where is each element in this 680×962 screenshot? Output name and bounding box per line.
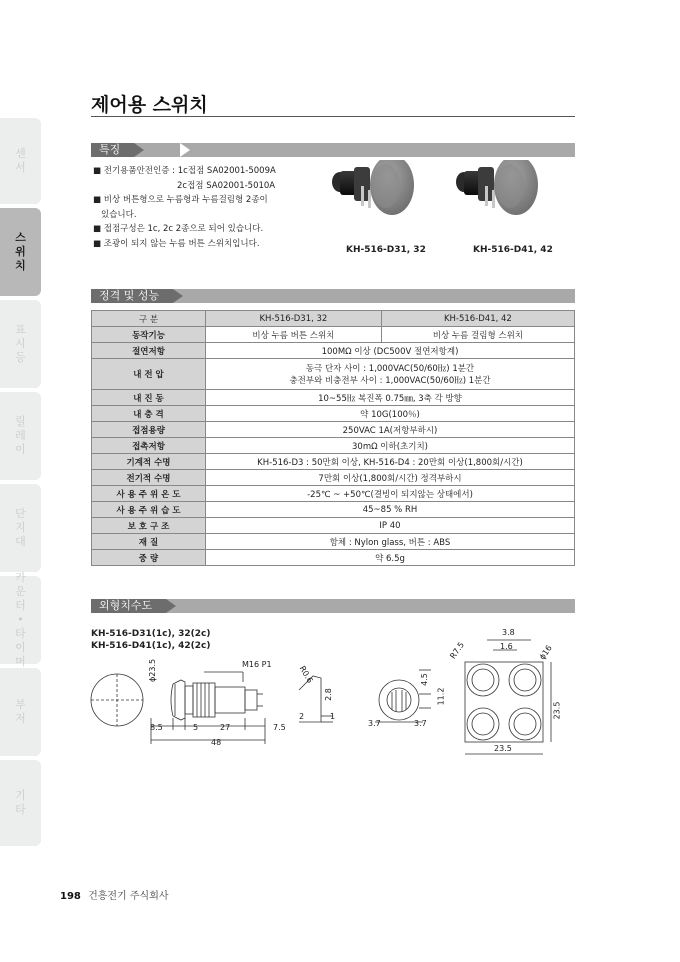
features-section-header	[91, 143, 575, 157]
row-value-line: 동극 단자 사이 : 1,000VAC(50/60㎐) 1분간	[305, 364, 475, 374]
sidebar-tab[interactable]	[0, 760, 41, 846]
sidebar-tab-char: 서	[15, 161, 26, 174]
row-value: 약 10G(100％)	[206, 406, 575, 422]
spec-table	[91, 310, 575, 566]
table-row	[92, 454, 575, 470]
row-label: 중 량	[92, 550, 206, 566]
table-row	[92, 518, 575, 534]
row-value: KH-516-D3 : 50만회 이상, KH-516-D4 : 20만회 이상(1,800회/시간)	[206, 454, 575, 470]
sidebar-tab[interactable]	[0, 300, 41, 388]
sidebar-tab[interactable]	[0, 668, 41, 756]
table-row	[92, 343, 575, 359]
row-value: 250VAC 1A(저항부하시)	[206, 422, 575, 438]
sidebar-tab-char: 표	[15, 323, 26, 336]
sidebar-tab-char: 머	[15, 655, 26, 668]
row-value: 비상 누름 걸림형 스위치	[381, 327, 574, 343]
model-line: KH-516-D41(1c), 42(2c)	[91, 641, 211, 651]
dim-label: 8.5	[150, 723, 163, 732]
sidebar-tab-char: 레	[15, 429, 26, 442]
table-row	[92, 550, 575, 566]
product-photo-d41	[456, 160, 538, 215]
sidebar-tab[interactable]	[0, 208, 41, 296]
row-value: -25℃ ~ +50℃(결빙이 되지않는 상태에서)	[206, 486, 575, 502]
features-section-label: 특징	[91, 143, 134, 157]
feature-line: ■ 조광이 되지 않는 누름 버튼 스위치입니다.	[93, 238, 260, 249]
dim-label: 11.2	[436, 687, 446, 706]
dim-label: 4.5	[419, 673, 429, 686]
table-row	[92, 486, 575, 502]
row-label: 재 질	[92, 534, 206, 550]
table-row	[92, 502, 575, 518]
feature-line: ■ 비상 버튼형으로 누름형과 누름걸림형 2종이	[93, 195, 268, 205]
sidebar-tab-char: 이	[15, 641, 26, 654]
row-label: 내 진 동	[92, 390, 206, 406]
dim-label: 3.8	[502, 628, 515, 637]
dim-label: 5	[193, 723, 199, 732]
sidebar-tab-char: 부	[15, 698, 26, 711]
dim-label: 7.5	[273, 723, 286, 732]
dim-label: R0.6	[297, 664, 315, 685]
title-underline	[91, 116, 575, 117]
row-value: 7만회 이상(1,800회/시간) 정격부하시	[206, 470, 575, 486]
row-value: 10~55㎐ 복진폭 0.75㎜, 3축 각 방향	[206, 390, 575, 406]
product-photo-d31	[332, 160, 414, 215]
row-label: 접점용량	[92, 422, 206, 438]
sidebar-tab-char: 치	[15, 259, 26, 272]
sidebar-tab-char: 저	[15, 712, 26, 725]
row-label: 내 충 격	[92, 406, 206, 422]
company-name: 건흥전기 주식회사	[88, 891, 169, 902]
terminal-detail	[299, 676, 336, 722]
dim-label: ϕ16	[537, 643, 554, 662]
table-header-cell: KH-516-D41, 42	[381, 311, 574, 327]
table-header-cell: 구 분	[92, 311, 206, 327]
table-header-cell: KH-516-D31, 32	[206, 311, 382, 327]
dimensions-section-header	[91, 599, 575, 613]
dim-label: 2	[299, 712, 305, 721]
sidebar-tab-char: 스	[15, 231, 26, 244]
table-row	[92, 422, 575, 438]
dim-label: 23.5	[494, 744, 512, 753]
product-caption-d41: KH-516-D41, 42	[473, 245, 553, 255]
row-value: 약 6.5g	[206, 550, 575, 566]
model-line: KH-516-D31(1c), 32(2c)	[91, 629, 211, 639]
row-value: 30mΩ 이하(초기치)	[206, 438, 575, 454]
sidebar-tab-char: 타	[15, 627, 26, 640]
row-label: 기계적 수명	[92, 454, 206, 470]
sidebar-tab[interactable]	[0, 118, 41, 204]
row-value-line: 충전부와 비충전부 사이 : 1,000VAC(50/60㎐) 1분간	[289, 376, 491, 386]
table-row	[92, 406, 575, 422]
row-label: 접촉저항	[92, 438, 206, 454]
sidebar-tab-char: 단	[15, 507, 26, 520]
sidebar-tab-char: 대	[15, 535, 26, 548]
specs-section-label: 정격 및 성능	[91, 289, 173, 303]
row-value: IP 40	[206, 518, 575, 534]
table-row	[92, 390, 575, 406]
sidebar-tab-char: 시	[15, 337, 26, 350]
table-row	[92, 534, 575, 550]
front-view	[91, 674, 143, 726]
table-row	[92, 327, 575, 343]
sidebar-tab-char: 지	[15, 521, 26, 534]
row-label: 사 용 주 위 습 도	[92, 502, 206, 518]
product-caption-d31: KH-516-D31, 32	[346, 245, 426, 255]
dim-label: 2.8	[323, 688, 333, 701]
row-label: 보 호 구 조	[92, 518, 206, 534]
page-footer	[60, 887, 169, 902]
sidebar-tab-char: 릴	[15, 415, 26, 428]
row-value	[206, 359, 575, 390]
row-value: 함체 : Nylon glass, 버튼 : ABS	[206, 534, 575, 550]
row-label: 동작기능	[92, 327, 206, 343]
feature-line: ■ 전기용품안전인증 : 1c접점 SA02001-5009A	[93, 166, 276, 176]
dim-label: 3.7	[414, 719, 427, 728]
sidebar-tab-char: 카	[15, 571, 26, 584]
table-row	[92, 470, 575, 486]
row-label: 절연저항	[92, 343, 206, 359]
panel-cutout-view	[465, 640, 551, 754]
sidebar-tab-char: 운	[15, 585, 26, 598]
sidebar-tab-char: 타	[15, 803, 26, 816]
table-header-row	[92, 311, 575, 327]
row-label: 내 전 압	[92, 359, 206, 390]
sidebar-tab-char: 이	[15, 443, 26, 456]
feature-line: 있습니다.	[101, 209, 137, 220]
sidebar-tab-char: 등	[15, 351, 26, 364]
rear-view	[375, 670, 431, 722]
row-value: 100MΩ 이상 (DC500V 절연저항계)	[206, 343, 575, 359]
sidebar-tab[interactable]	[0, 571, 41, 668]
sidebar-tab[interactable]	[0, 484, 41, 572]
side-view	[151, 672, 265, 744]
table-row	[92, 359, 575, 390]
dim-label: 23.5	[552, 701, 562, 720]
table-row	[92, 438, 575, 454]
row-label: 전기적 수명	[92, 470, 206, 486]
sidebar-tab[interactable]	[0, 392, 41, 480]
sidebar-tab-char: 터	[15, 599, 26, 612]
sidebar-tab-char: 기	[15, 789, 26, 802]
sidebar-tab-char: 센	[15, 147, 26, 160]
row-value: 비상 누름 버튼 스위치	[206, 327, 382, 343]
dim-label: 3.7	[368, 719, 381, 728]
dim-label: 27	[220, 723, 231, 732]
dim-label: R7.5	[448, 640, 467, 661]
feature-line: 2c접점 SA02001-5010A	[177, 180, 276, 191]
page-title: 제어용 스위치	[91, 94, 208, 116]
specs-section-header	[91, 289, 575, 303]
dim-label: ϕ23.5	[148, 658, 157, 682]
dimension-drawing	[85, 620, 580, 760]
feature-line: ■ 접점구성은 1c, 2c 2종으로 되어 있습니다.	[93, 224, 264, 234]
dim-label: M16 P1	[242, 660, 272, 669]
row-label: 사 용 주 위 온 도	[92, 486, 206, 502]
dimensions-section-label: 외형치수도	[91, 599, 166, 613]
features-list	[93, 164, 323, 251]
dim-label: 1.6	[500, 642, 513, 651]
page-number: 198	[60, 891, 81, 902]
dim-label: 48	[211, 738, 222, 747]
sidebar-tab-char: •	[17, 613, 24, 626]
dim-label: 1	[330, 712, 336, 721]
row-value: 45~85 % RH	[206, 502, 575, 518]
sidebar-tab-char: 위	[15, 245, 26, 258]
product-images	[330, 160, 580, 240]
